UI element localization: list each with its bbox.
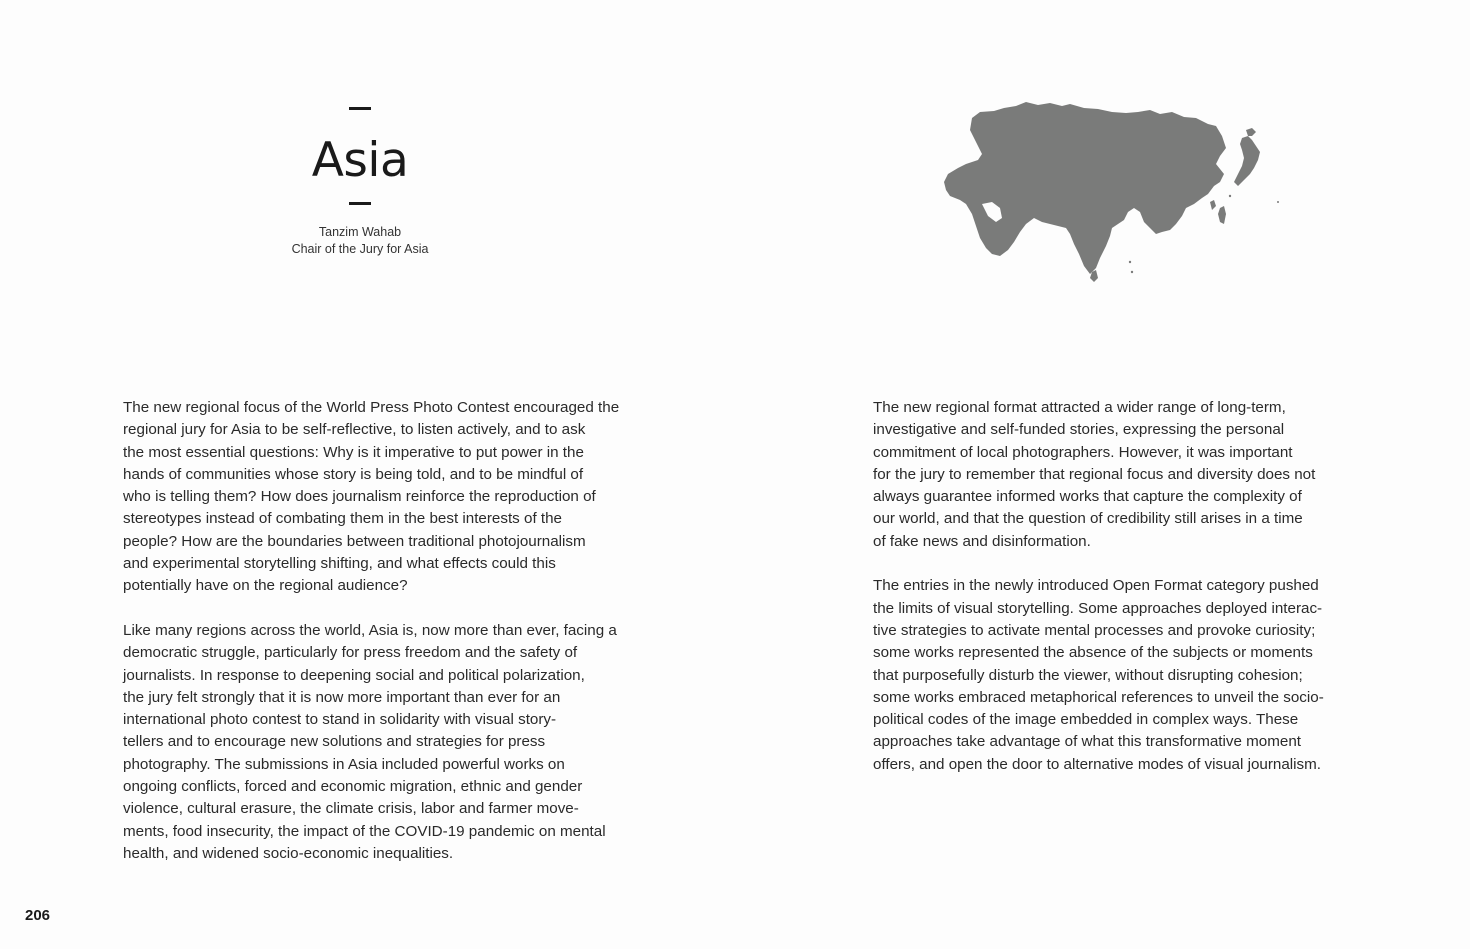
- text-line: always guarantee informed works that capture the complexity of: [873, 488, 1302, 506]
- text-line: that purposefully disturb the viewer, without disrupting cohesion;: [873, 666, 1303, 684]
- text-line: the limits of visual storytelling. Some approaches deployed interac-: [873, 599, 1323, 617]
- text-line: ments, food insecurity, the impact of the COVID-19 pandemic on mental: [123, 822, 606, 840]
- text-line: people? How are the boundaries between traditional photojournalism: [123, 532, 586, 550]
- paragraph: [123, 620, 617, 865]
- text-line: approaches take advantage of what this transformative moment: [873, 733, 1302, 751]
- text-line: Like many regions across the world, Asia is, now more than ever, facing a: [123, 621, 617, 639]
- text-line: some works represented the absence of the subjects or moments: [873, 644, 1313, 662]
- asia-map-icon: [938, 96, 1284, 286]
- text-line: journalists. In response to deepening social and political polarization,: [123, 666, 585, 684]
- text-line: our world, and that the question of credibility still arises in a time: [873, 510, 1303, 528]
- left-column: [123, 397, 620, 888]
- text-line: regional jury for Asia to be self-reflective, to listen actively, and to ask: [123, 421, 586, 439]
- text-line: tellers and to encourage new solutions and strategies for press: [123, 733, 546, 751]
- text-line: of fake news and disinformation.: [873, 532, 1091, 550]
- text-line: democratic struggle, particularly for press freedom and the safety of: [123, 644, 578, 662]
- text-line: hands of communities whose story is being told, and to be mindful of: [123, 465, 584, 483]
- text-line: the most essential questions: Why is it imperative to put power in the: [123, 443, 584, 461]
- text-line: potentially have on the regional audience?: [123, 577, 408, 595]
- right-column: [873, 397, 1363, 798]
- paragraph: [873, 575, 1363, 776]
- text-line: for the jury to remember that regional focus and diversity does not: [873, 465, 1316, 483]
- text-line: tive strategies to activate mental processes and provoke curiosity;: [873, 621, 1316, 639]
- text-line: who is telling them? How does journalism reinforce the reproduction of: [123, 488, 596, 506]
- text-line: the jury felt strongly that it is now more important than ever for an: [123, 688, 561, 706]
- author-name: Tanzim Wahab: [318, 225, 402, 239]
- paragraph: [123, 397, 620, 598]
- text-line: some works embraced metaphorical references to unveil the socio-: [873, 688, 1324, 706]
- text-line: photography. The submissions in Asia included powerful works on: [123, 755, 565, 773]
- title-bottom-rule: [349, 202, 371, 205]
- author-role: Chair of the Jury for Asia: [291, 242, 429, 256]
- text-line: The new regional focus of the World Press Photo Contest encouraged the: [123, 399, 620, 416]
- text-line: political codes of the image embedded in complex ways. These: [873, 711, 1299, 729]
- text-line: offers, and open the door to alternative modes of visual journalism.: [873, 755, 1322, 773]
- text-line: and experimental storytelling shifting, and what effects could this: [123, 555, 556, 573]
- page-title: Asia: [311, 133, 409, 188]
- text-line: health, and widened socio-economic inequalities.: [123, 844, 454, 862]
- title-top-rule: [349, 107, 371, 110]
- text-line: The new regional format attracted a wider range of long-term,: [873, 399, 1286, 416]
- text-line: investigative and self-funded stories, expressing the personal: [873, 421, 1285, 439]
- text-line: The entries in the newly introduced Open Format category pushed: [873, 577, 1319, 595]
- text-line: international photo contest to stand in solidarity with visual story-: [123, 711, 557, 729]
- text-line: violence, cultural erasure, the climate crisis, labor and farmer move-: [123, 800, 579, 818]
- paragraph: [873, 397, 1363, 553]
- page-number: 206: [25, 907, 51, 924]
- text-line: ongoing conflicts, forced and economic migration, ethnic and gender: [123, 778, 583, 796]
- author-block: [240, 224, 480, 258]
- text-line: stereotypes instead of combating them in the best interests of the: [123, 510, 562, 528]
- text-line: commitment of local photographers. However, it was important: [873, 443, 1293, 461]
